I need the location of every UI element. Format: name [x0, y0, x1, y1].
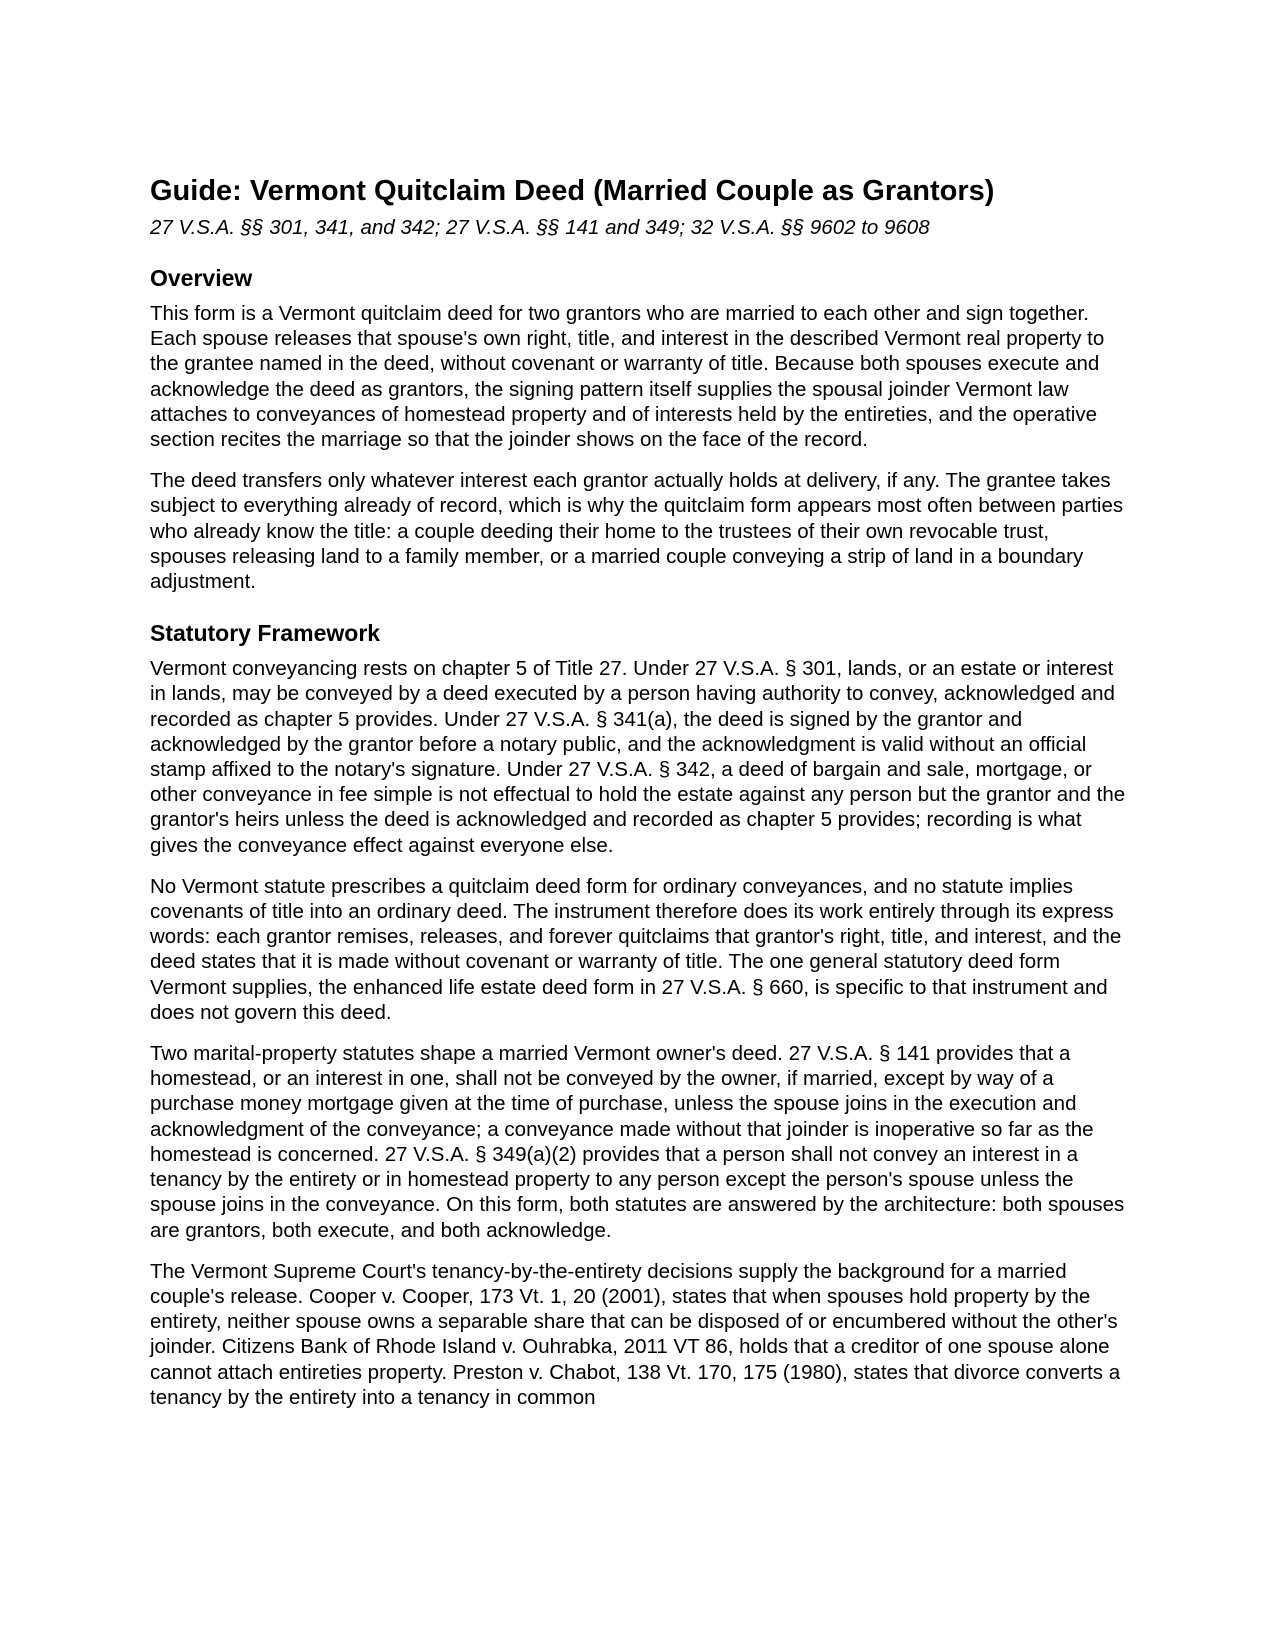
paragraph: The Vermont Supreme Court's tenancy-by-the-entirety decisions supply the background for a married couple's release. Cooper v. Cooper, 173 Vt. 1, 20 (2001), states that when spouses hold property by the entirety, neither spouse owns a separable share that can be disposed of or encumbered without the other's joinder. Citizens Bank of Rhode Island v. Ouhrabka, 2011 VT 86, holds that a creditor of one spouse alone cannot attach entireties property. Preston v. Chabot, 138 Vt. 170, 175 (1980), states that divorce converts a tenancy by the entirety into a tenancy in common [150, 1259, 1121, 1409]
paragraph: Vermont conveyancing rests on chapter 5 of Title 27. Under 27 V.S.A. § 301, lands, or an estate or interest in lands, may be conveyed by a deed executed by a person having authority to convey, acknowledged and recorded as chapter 5 provides. Under 27 V.S.A. § 341(a), the deed is signed by the grantor and acknowledged by the grantor before a notary public, and the acknowledgment is valid without an official stamp affixed to the notary's signature. Under 27 V.S.A. § 342, a deed of bargain and sale, mortgage, or other conveyance in fee simple is not effectual to hold the estate against any person but the grantor and the grantor's heirs unless the deed is acknowledged and recorded as chapter 5 provides; recording is what gives the conveyance effect against everyone else. [150, 657, 1126, 857]
section-heading-statutory-framework: Statutory Framework [150, 620, 381, 647]
paragraph: This form is a Vermont quitclaim deed for two grantors who are married to each other and sign together. Each spouse releases that spouse's own right, title, and interest in the described Vermont real property to the grantee named in the deed, without covenant or warranty of title. Because both spouses execute and acknowledge the deed as grantors, the signing pattern itself supplies the spousal joinder Vermont law attaches to conveyances of homestead property and of interests held by the entireties, and the operative section recites the marriage so that the joinder shows on the face of the record. [150, 302, 1105, 452]
section-heading-overview: Overview [150, 265, 253, 291]
paragraph: The deed transfers only whatever interest each grantor actually holds at delivery, if any. The grantee takes subject to everything already of record, which is why the quitclaim form appears most often between parties who already know the title: a couple deeding their home to the trustees of their own revocable trust, spouses releasing land to a family member, or a married couple conveying a strip of land in a boundary adjustment. [150, 469, 1124, 594]
paragraph: No Vermont statute prescribes a quitclaim deed form for ordinary conveyances, and no statute implies covenants of title into an ordinary deed. The instrument therefore does its work entirely through its express words: each grantor remises, releases, and forever quitclaims that grantor's right, title, and interest, and the deed states that it is made without covenant or warranty of title. The one general statutory deed form Vermont supplies, the enhanced life estate deed form in 27 V.S.A. § 660, is specific to that instrument and does not govern this deed. [150, 874, 1122, 1024]
document-page [150, 172, 1130, 1410]
paragraph: Two marital-property statutes shape a married Vermont owner's deed. 27 V.S.A. § 141 provides that a homestead, or an interest in one, shall not be conveyed by the owner, if married, except by way of a purchase money mortgage given at the time of purchase, unless the spouse joins in the execution and acknowledgment of the conveyance; a conveyance made without that joinder is inoperative so far as the homestead is concerned. 27 V.S.A. § 349(a)(2) provides that a person shall not convey an interest in a tenancy by the entirety or in homestead property to any person except the person's spouse unless the spouse joins in the conveyance. On this form, both statutes are answered by the architecture: both spouses are grantors, both execute, and both acknowledge. [150, 1042, 1125, 1242]
section-statutory-framework [150, 618, 1130, 1410]
statutory-citation: 27 V.S.A. §§ 301, 341, and 342; 27 V.S.A. §§ 141 and 349; 32 V.S.A. §§ 9602 to 9608 [150, 216, 930, 239]
section-overview [150, 263, 1130, 594]
document-title: Guide: Vermont Quitclaim Deed (Married Couple as Grantors) [150, 175, 995, 207]
